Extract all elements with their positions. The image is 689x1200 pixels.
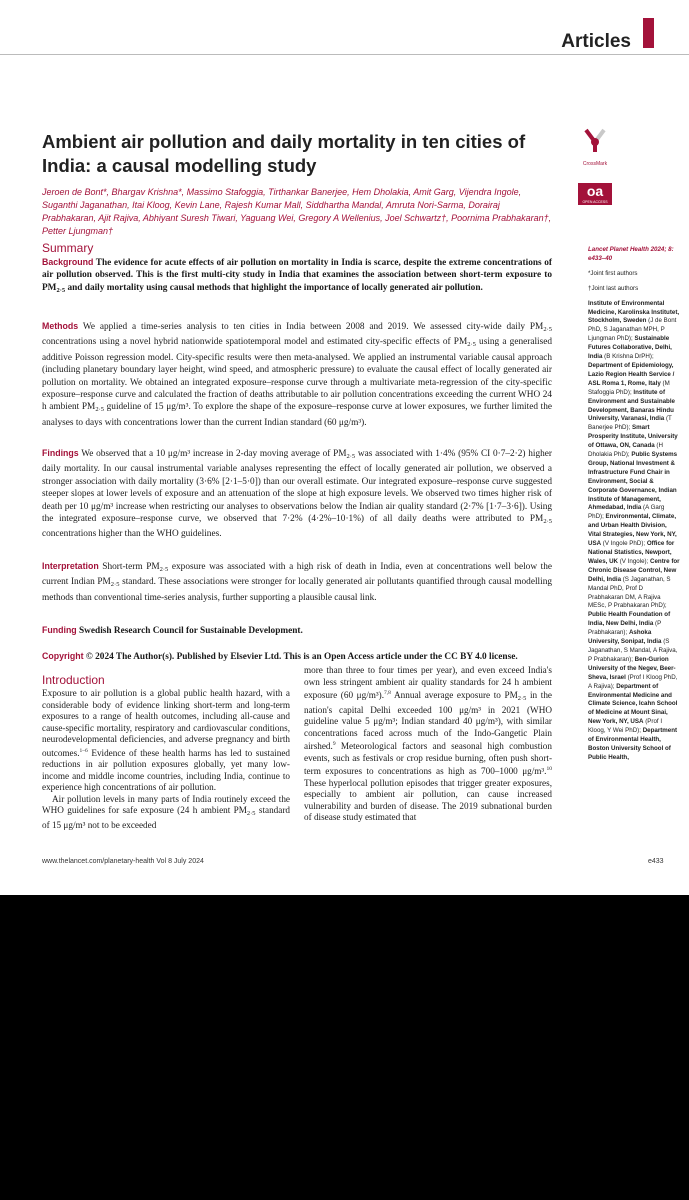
intro-paragraph [42, 794, 290, 832]
affiliation-institution: Ben-Gurion University of the Negev, Beer-Sheva, Israel [588, 655, 676, 681]
funding-label: Funding [42, 625, 77, 635]
background-label: Background [42, 257, 94, 267]
pm-subscript: 2·5 [346, 453, 356, 460]
reference-superscript[interactable]: 7,8 [384, 690, 391, 696]
affiliation-people: (V Ingole PhD); [601, 540, 647, 548]
affiliation-institution: Centre for Chronic Disease Control, New Delhi, India [588, 557, 680, 583]
intro-paragraph [42, 688, 290, 794]
abstract-interpretation [42, 560, 552, 604]
intro-text: more than three to four times per year), and even exceed India's own less stringent ambient air quality standards for 24 h ambient exposure (60 μg/m³). [304, 665, 552, 700]
affiliation-people: (M Stafoggia PhD); [588, 379, 670, 396]
abstract-copyright [42, 650, 552, 663]
affiliation-people: (V Ingole); [618, 557, 651, 565]
joint-last-note: †Joint last authors [588, 284, 639, 292]
article-sidebar [588, 246, 680, 763]
methods-text-cont: using a generalised additive Poisson regression model. City-specific results were then meta-analysed. We applied an instrumental variable causal approach (including planetary boundary layer height, wind speed, and atmospheric pressure) to evaluate the causal effect of locally generated air pollution on mortality. We obtained an integrated exposure–response curve through a multivariate meta-regression of the city-specific exposure–response curve and calculated the fraction of deaths attributable to air pollution concentrations exceeding the current WHO 24 h ambient PM [42, 337, 553, 413]
interpretation-text-cont: exposure was associated with a high risk of death in India, even at concentrations well below the current Indian PM [42, 562, 552, 588]
methods-text: We applied a time-series analysis to ten cities in India between 2008 and 2019. We assessed city-wide daily PM [78, 322, 544, 332]
findings-text-cont: concentrations higher than the WHO guidelines. [42, 529, 222, 540]
affiliation-institution: Institute of Environmental Medicine, Karolinska Institutet, Stockholm, Sweden [588, 299, 680, 325]
intro-column-left [42, 688, 290, 831]
summary-heading: Summary [42, 241, 94, 255]
section-accent-bar [643, 18, 654, 48]
open-access-mark: oa [586, 183, 604, 199]
background-text-cont: and daily mortality using causal methods that highlight the importance of locally generated air pollution. [65, 282, 483, 293]
affiliation-people: (S Jaganathan, S Mandal, A Rajiva, P Prabhakaran); [588, 638, 678, 663]
pm-subscript: 2·5 [543, 518, 552, 526]
open-access-badge [578, 183, 612, 205]
methods-label: Methods [42, 321, 79, 331]
interpretation-text: Short-term PM [98, 562, 160, 572]
article-title: Ambient air pollution and daily mortality in ten cities of India: a causal modelling study [42, 131, 526, 176]
reference-superscript[interactable]: 1–6 [79, 747, 88, 754]
intro-text-cont: in the nation's capital Delhi exceeded 100 μg/m³ in 2021 (WHO guideline value 5 μg/m³; Indian standard 40 μg/m³), with similar concentrations faced across much of the Indo-Gangetic Plain airshed. [304, 690, 552, 751]
affiliation-people: (B Krishna DrPH); [602, 353, 654, 361]
interpretation-text-cont: standard. These associations were stronger for locally generated air pollutants quantified through causal modelling methods than conventional time-series analysis, further supporting a plausible causal link. [42, 577, 552, 603]
findings-text-cont: was associated with 1·4% (95% CI 0·7–2·2) higher daily mortality. In our causal instrumental variable analyses representing the effect of locally generated air pollution, we observed a stronger association with daily mortality (3·6% [2·1–5·0]) than our overall estimate. Our integrated exposure–response curve suggested steeper slopes at lower levels of exposure and an attenuation of the slope at high exposure levels. We observed two times higher risk of death per 10 μg/m³ increase when restricting our analyses to observations below the Indian air quality standard (2·7% [1·7–3·6]). Using the integrated exposure–response curve, we observed that 7·2% (4·2%–10·1%) of all daily deaths were attributed to PM [42, 449, 552, 525]
pm-subscript: 2·5 [110, 581, 120, 589]
section-title: Articles [561, 31, 631, 52]
open-access-sub: OPEN ACCESS [582, 200, 608, 204]
pm-subscript: 2·5 [517, 695, 527, 702]
affiliation-people: (P Prabhakaran); [588, 620, 662, 637]
affiliation-institution: Smart Prosperity Institute, University of Ottawa, ON, Canada [588, 424, 678, 450]
crossmark-label: CrossMark [582, 161, 608, 167]
intro-text: Air pollution levels in many parts of India routinely exceed the WHO guidelines for safe exposure (24 h ambient PM [42, 793, 290, 815]
copyright-text: © 2024 The Author(s). Published by Elsevier Ltd. This is an Open Access article under the CC BY 4.0 license. [83, 652, 518, 662]
abstract-methods [42, 320, 552, 429]
copyright-label: Copyright [42, 651, 84, 661]
journal-citation: Lancet Planet Health 2024; 8: e433–40 [588, 246, 674, 262]
affiliation-institution: Department of Epidemiology, Lazio Region Health Service / ASL Roma 1, Rome, Italy [588, 361, 675, 387]
header-divider [0, 54, 689, 55]
intro-text-cont: Evidence of these health harms has led to sustained reductions in air pollution exposures globally, yet many low-income and middle income countries, including India, continue to experience high concentrations of air pollution. [42, 747, 290, 792]
affiliation-institution: Office for National Statistics, Newport, Wales, UK [588, 540, 675, 565]
pm-subscript: 2·5 [159, 566, 169, 573]
methods-text-cont: concentrations using a novel hybrid nationwide spatiotemporal model and estimated city-specific effects of PM [42, 337, 468, 348]
author-list: Jeroen de Bont*, Bhargav Krishna*, Massimo Stafoggia, Tirthankar Banerjee, Hem Dholakia, Amit Garg, Vijendra Ingole, Suganthi Jaganathan, Itai Kloog, Kevin Lane, Rajesh Kumar Mall, Siddhartha Mandal, Amruta Nori-Sarma, Dorairaj Prabhakaran, Ajit Rajiva, Abhiyant Suresh Tiwari, Yaguang Wei, Gregory A Wellenius, Joel Schwartz†, Poornima Prabhakaran†, Petter Ljungman† [42, 187, 552, 236]
reference-superscript[interactable]: 9 [332, 741, 336, 747]
interpretation-label: Interpretation [42, 561, 99, 571]
pm-subscript: 2·5 [56, 286, 66, 294]
affiliation-people: (H Dholakia PhD); [588, 442, 663, 459]
background-text: The evidence for acute effects of air pollution on mortality in India is scarce, despite the extreme concentrations of air pollution observed. This is the first multi-city study in India that examines the association between short-term exposure to PM [42, 258, 552, 293]
crossmark-icon [580, 126, 610, 156]
findings-label: Findings [42, 448, 79, 458]
intro-text: Exposure to air pollution is a global public health hazard, with a considerable body of evidence linking short-term and long-term exposures to a range of health outcomes, including all-cause and cause-specific mortality, respiratory and cardiovascular conditions, neurodevelopmental deficiencies, and adverse pregnancy and birth outcomes. [42, 688, 290, 758]
abstract-funding [42, 624, 552, 637]
affiliation-institution: Department of Environmental Medicine and Climate Science, Icahn School of Medicine at Mount Sinai, New York, NY, USA [588, 682, 678, 726]
reference-superscript[interactable]: 10 [546, 766, 552, 772]
pm-subscript: 2·5 [543, 326, 552, 333]
affiliation-institution: Sustainable Futures Collaborative, Delhi, India [588, 335, 672, 361]
intro-text-cont: These hyperlocal pollution episodes that trigger greater exposures, especially to ambient air pollution, can cause increased vulnerability and burden of disease. The 2019 subnational burden of disease study estimated that [304, 777, 552, 822]
pm-subscript: 2·5 [246, 810, 256, 817]
affiliation-people: (T Banerjee PhD); [588, 415, 672, 432]
footer-journal-link[interactable]: www.thelancet.com/planetary-health Vol 8 July 2024 [42, 858, 204, 865]
affiliation-people: (J de Bont PhD, S Jaganathan MPH, P Ljungman PhD); [588, 317, 677, 343]
affiliation-institution: Department of Environmental Health, Boston University School of Public Health, [588, 727, 678, 761]
intro-text-cont: standard of 15 μg/m³ not to be exceeded [42, 805, 290, 830]
intro-text-cont: Annual average exposure to PM [390, 690, 518, 700]
methods-text-cont: guideline of 15 μg/m³. To explore the shape of the exposure–response curve at lower exposures, we further limited the analyses to days with concentrations lower than the current Indian standard (60 μg/m³). [42, 402, 553, 428]
crossmark-badge[interactable] [573, 126, 617, 167]
intro-paragraph-cont [304, 665, 552, 824]
affiliation-institution: Public Systems Group, National Investment & Infrastructure Fund Chair in Environment, Social & Corporate Governance, Indian Institute of Management, Ahmedabad, India [588, 451, 678, 512]
intro-column-right [304, 665, 552, 824]
affiliation-institution: Ashoka University, Sonipat, India [588, 629, 662, 646]
affiliation-people: (A Garg PhD); [588, 504, 665, 521]
affiliation-institution: Environmental, Climate, and Urban Health Division, Vital Strategies, New York, NY, USA [588, 513, 677, 548]
affiliation-institution: Institute of Environment and Sustainable Development, Banaras Hindu University, Varanasi, India [588, 388, 675, 423]
page-number: e433 [648, 858, 664, 865]
affiliation-people: (Prof I Kloog, Y Wei PhD); [588, 718, 663, 735]
introduction-heading: Introduction [42, 673, 105, 687]
affiliation-institution: Public Health Foundation of India, New Delhi, India [588, 611, 671, 628]
funding-text: Swedish Research Council for Sustainable Development. [76, 626, 303, 636]
intro-text-cont: Meteorological factors and seasonal high combustion events, such as festivals or crop residue burning, often push short-term exposures to concentrations as high as 700–1000 μg/m³. [304, 741, 552, 776]
abstract-findings [42, 447, 552, 541]
affiliations-list [588, 300, 680, 763]
findings-text: We observed that a 10 μg/m³ increase in 2-day moving average of PM [78, 449, 347, 459]
affiliation-people: (S Jaganathan, S Mandal PhD, Prof D Prabhakaran DM, A Rajiva MESc, P Prabhakaran PhD); [588, 575, 671, 610]
joint-first-note: *Joint first authors [588, 269, 638, 277]
pm-subscript: 2·5 [467, 341, 476, 349]
affiliation-people: (Prof I Kloog PhD, A Rajiva); [588, 673, 678, 690]
pm-subscript: 2·5 [95, 406, 104, 414]
abstract-background [42, 256, 552, 297]
